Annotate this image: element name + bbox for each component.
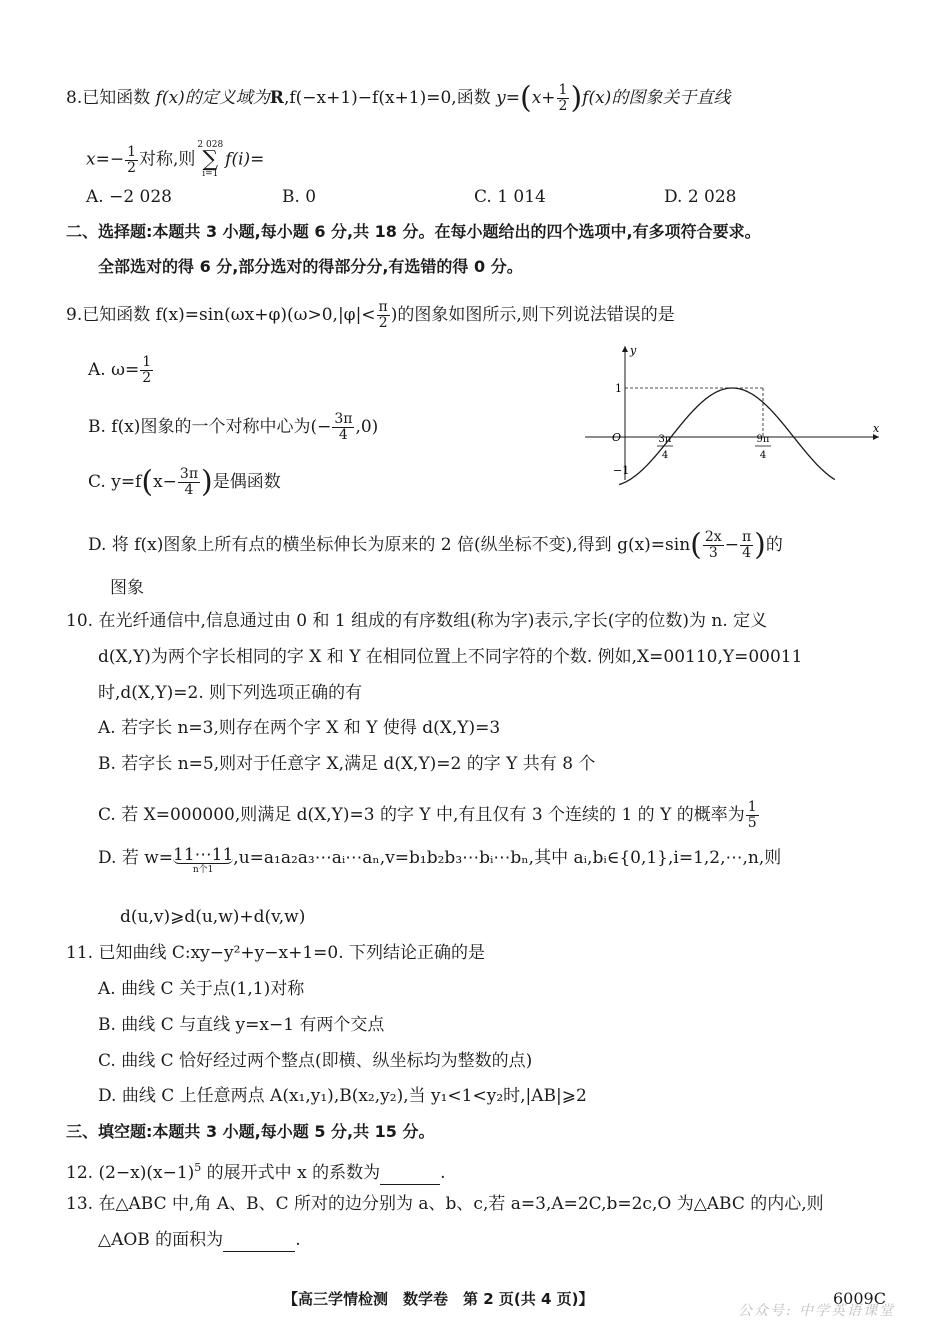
q10-option-b: B. 若字长 n=5,则对于任意字 X,满足 d(X,Y)=2 的字 Y 共有 8 个 [98, 754, 596, 774]
q9-option-b: B. f(x)图象的一个对称中心为(− $\frac{3\pi}{4}$ ,0) [88, 411, 379, 443]
q13-line2: △AOB 的面积为 . [98, 1230, 301, 1250]
q9-stem: 9.已知函数 f(x)=sin(ωx+φ)(ω>0,|φ|< $\frac{\pi}{2}$ )的图象如图所示,则下列说法错误的是 [66, 299, 675, 331]
q8-option-c: C. 1 014 [474, 187, 546, 207]
q10-line3: 时,d(X,Y)=2. 则下列选项正确的有 [98, 683, 363, 703]
q8-line1: 8.已知函数 f(x)的定义域为R,f(−x+1)−f(x+1)=0,函数 y=(x+ $\frac{1}{2}$ )f(x)的图象关于直线 [66, 80, 731, 116]
tick-9pi4-den: 4 [759, 450, 767, 461]
watermark: 公众号: 中学英语课堂 [738, 1303, 896, 1319]
q10-option-d-line2: d(u,v)⩾d(u,w)+d(v,w) [120, 907, 306, 927]
q8-option-a: A. −2 028 [86, 187, 172, 207]
q11-option-c: C. 曲线 C 恰好经过两个整点(即横、纵坐标均为整数的点) [98, 1051, 533, 1071]
section3-heading: 三、填空题:本题共 3 小题,每小题 5 分,共 15 分。 [66, 1122, 435, 1141]
q10-line1: 10. 在光纤通信中,信息通过由 0 和 1 组成的有序数组(称为字)表示,字长(字的位数)为 n. 定义 [66, 611, 768, 631]
q11-option-b: B. 曲线 C 与直线 y=x−1 有两个交点 [98, 1015, 385, 1035]
tick-3pi4-den: 4 [661, 450, 669, 461]
q8-line2: x=− $\frac{1}{2}$ 对称,则 2 028 ∑ i=1 f(i)= [86, 140, 265, 179]
q8-option-d: D. 2 028 [664, 187, 737, 207]
origin-label: O [612, 431, 622, 444]
q9-sine-graph [585, 340, 885, 490]
q8-summation: 2 028 ∑ i=1 [197, 140, 224, 179]
q9-option-c: C. y=f(x− $\frac{3\pi}{4}$ )是偶函数 [88, 464, 281, 500]
section2-heading-line2: 全部选对的得 6 分,部分选对的得部分分,有选错的得 0 分。 [98, 257, 523, 276]
q11-stem: 11. 已知曲线 C:xy−y²+y−x+1=0. 下列结论正确的是 [66, 943, 486, 963]
q10-option-d: D. 若 w= 11⋯11 n个1 ,u=a₁a₂a₃⋯aᵢ⋯aₙ,v=b₁b₂b₃⋯bᵢ⋯bₙ,其中 aᵢ,bᵢ∈{0,1},i=1,2,⋯,n,则 [98, 845, 782, 875]
q8-frac-half: $\frac{1}{2}$ [558, 82, 568, 114]
q13-answer-blank[interactable] [223, 1229, 295, 1252]
tick-label-neg1: −1 [613, 464, 630, 477]
q12-stem: 12. $(2-x)(x-1)^5$ 的展开式中 x 的系数为 . [66, 1161, 446, 1183]
q13-line1: 13. 在△ABC 中,角 A、B、C 所对的边分别为 a、b、c,若 a=3,A=2C,b=2c,O 为△ABC 的内心,则 [66, 1194, 824, 1214]
q10-option-c: C. 若 X=000000,则满足 d(X,Y)=3 的字 Y 中,有且仅有 3 个连续的 1 的 Y 的概率为 $\frac{1}{5}$ [98, 799, 757, 831]
tick-9pi4-num: 9π [756, 434, 770, 445]
page-footer: 【高三学情检测 数学卷 第 2 页(共 4 页)】 [283, 1290, 594, 1308]
tick-3pi4-num: 3π [658, 434, 672, 445]
q10-option-a: A. 若字长 n=3,则存在两个字 X 和 Y 使得 d(X,Y)=3 [98, 718, 501, 738]
n-ones-brace: 11⋯11 n个1 [173, 845, 234, 875]
q10-line2: d(X,Y)为两个字长相同的字 X 和 Y 在相同位置上不同字符的个数. 例如,X=00110,Y=00011 [98, 647, 803, 667]
y-axis-label: y [630, 344, 637, 357]
section2-heading: 二、选择题:本题共 3 小题,每小题 6 分,共 18 分。在每小题给出的四个选项中,有多项符合要求。 [66, 222, 761, 241]
q12-answer-blank[interactable] [380, 1162, 440, 1185]
paper-code: 6009C [833, 1289, 886, 1308]
q9-option-a: A. ω= $\frac{1}{2}$ [88, 354, 152, 386]
q11-option-d: D. 曲线 C 上任意两点 A(x₁,y₁),B(x₂,y₂),当 y₁<1<y₂时,|AB|⩾2 [98, 1086, 587, 1106]
q11-option-a: A. 曲线 C 关于点(1,1)对称 [98, 979, 305, 999]
q9-option-d: D. 将 f(x)图象上所有点的横坐标伸长为原来的 2 倍(纵坐标不变),得到 g(x)=sin( $\frac{2x}{3}$ − $\frac{\pi}{4}$ )的 [88, 527, 783, 563]
tick-label-1: 1 [615, 382, 622, 395]
q8-option-b: B. 0 [282, 187, 317, 207]
q9-option-d-line2: 图象 [110, 578, 144, 598]
x-axis-label: x [873, 422, 880, 435]
sine-curve [619, 388, 835, 485]
